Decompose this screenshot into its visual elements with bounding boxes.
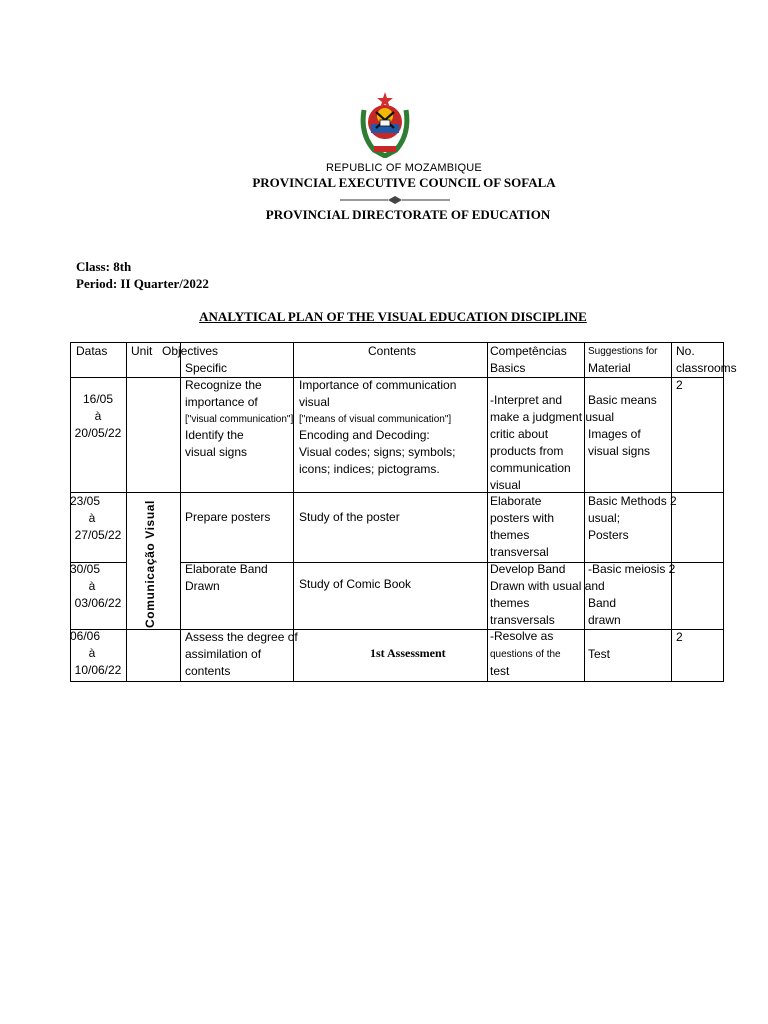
row3-competence-line: transversals — [490, 613, 555, 627]
row3-content: Study of Comic Book — [299, 577, 412, 591]
row1-competence-line: visual — [490, 478, 521, 492]
row1-competence-line: communication — [490, 461, 571, 475]
row4-competence-line: -Resolve as — [490, 629, 554, 643]
row4-competence-line: test — [490, 664, 510, 678]
header-contents: Contents — [368, 344, 417, 358]
row1-date-sep: à — [94, 409, 102, 423]
row2-material-line: usual; — [588, 511, 621, 525]
row2-date-to: 27/05/22 — [74, 528, 122, 542]
row3-material-line: drawn — [588, 613, 621, 627]
header-competences: Competências — [490, 344, 567, 358]
header-materials-2: Material — [588, 361, 631, 375]
row1-objective-line: Recognize the — [185, 378, 262, 392]
row4-date-sep: à — [88, 646, 96, 660]
row1-content-line: ["means of visual communication"] — [299, 414, 452, 425]
row3-competence-line: Develop Band — [490, 562, 566, 576]
row1-objective-line: ["visual communication"] — [185, 414, 294, 425]
header-competences-basics: Basics — [490, 361, 526, 375]
row3-objective-line: Elaborate Band — [185, 562, 268, 576]
row2-competence-line: transversal — [490, 545, 549, 559]
header-classrooms: No. — [676, 344, 695, 358]
row4-objective-line: Assess the degree of — [185, 630, 298, 644]
directorate-heading: PROVINCIAL DIRECTORATE OF EDUCATION — [265, 207, 551, 222]
row2-competence-line: posters with — [490, 511, 555, 525]
row1-competence-line: critic about — [490, 427, 549, 441]
ornament-divider-icon — [340, 195, 450, 205]
row3-competence-line: themes — [490, 596, 530, 610]
header-classrooms-2: classrooms — [676, 361, 737, 375]
row4-objective-line: contents — [185, 664, 231, 678]
row1-objective-line: Identify the — [185, 428, 244, 442]
plan-title: ANALYTICAL PLAN OF THE VISUAL EDUCATION DISCIPLINE — [199, 309, 587, 324]
row1-material-line: visual signs — [588, 444, 651, 458]
country-heading: REPUBLIC OF MOZAMBIQUE — [326, 162, 482, 174]
row2-content: Study of the poster — [299, 510, 400, 524]
row4-date-to: 10/06/22 — [74, 663, 122, 677]
row3-material-line: Band — [588, 596, 617, 610]
row3-date-to: 03/06/22 — [74, 596, 122, 610]
row3-objective-line: Drawn — [185, 579, 220, 593]
mozambique-emblem-icon — [358, 88, 412, 158]
row2-material-line: Basic Methods 2 — [588, 494, 677, 508]
row3-competence-line: Drawn with usual and — [490, 579, 605, 593]
row2-competence-line: themes — [490, 528, 530, 542]
row1-content-line: Importance of communication — [299, 378, 457, 392]
row3-date-from: 30/05 — [70, 562, 101, 576]
row4-objective-line: assimilation of — [185, 647, 262, 661]
analytical-plan-table — [70, 342, 737, 682]
class-label: Class: 8th — [76, 259, 132, 274]
row1-competence-line: products from — [490, 444, 564, 458]
row1-objective-line: visual signs — [185, 445, 248, 459]
row1-date-from: 16/05 — [82, 392, 114, 406]
row1-content-line: Encoding and Decoding: — [299, 428, 430, 442]
row4-date-from: 06/06 — [70, 629, 101, 643]
row4-material: Test — [588, 647, 611, 661]
row1-material-line: Basic means — [588, 393, 657, 407]
header-materials: Suggestions for — [588, 346, 658, 357]
row1-competence-line: -Interpret and — [490, 393, 563, 407]
row4-content: 1st Assessment — [370, 646, 446, 660]
row1-material-line: Images of — [588, 427, 641, 441]
row1-content-line: icons; indices; pictograms. — [299, 462, 440, 476]
row3-date-sep: à — [88, 579, 96, 593]
row2-date-sep: à — [88, 511, 96, 525]
unit-name-vertical: Comunicação Visual — [143, 500, 157, 628]
row1-date-to: 20/05/22 — [74, 426, 122, 440]
period-label: Period: II Quarter/2022 — [76, 276, 209, 291]
row3-material-line: -Basic meiosis 2 — [588, 562, 676, 576]
header-dates: Datas — [76, 344, 108, 358]
row1-content-line: visual — [299, 395, 330, 409]
row2-material-line: Posters — [588, 528, 629, 542]
council-heading: PROVINCIAL EXECUTIVE COUNCIL OF SOFALA — [252, 175, 556, 190]
row2-competence-line: Elaborate — [490, 494, 542, 508]
row1-objective-line: importance of — [185, 395, 258, 409]
row4-classrooms: 2 — [676, 630, 683, 644]
row2-date-from: 23/05 — [70, 494, 101, 508]
header-unit: Unit — [131, 344, 153, 358]
header-objectives-specific: Specific — [185, 361, 228, 375]
row1-classrooms: 2 — [676, 378, 683, 392]
row1-content-line: Visual codes; signs; symbols; — [299, 445, 456, 459]
row4-competence-line: questions of the — [490, 649, 561, 660]
row1-competence-line: make a judgment usual — [490, 410, 615, 424]
header-objectives: Objectives — [162, 344, 219, 358]
row2-objective: Prepare posters — [185, 510, 271, 524]
